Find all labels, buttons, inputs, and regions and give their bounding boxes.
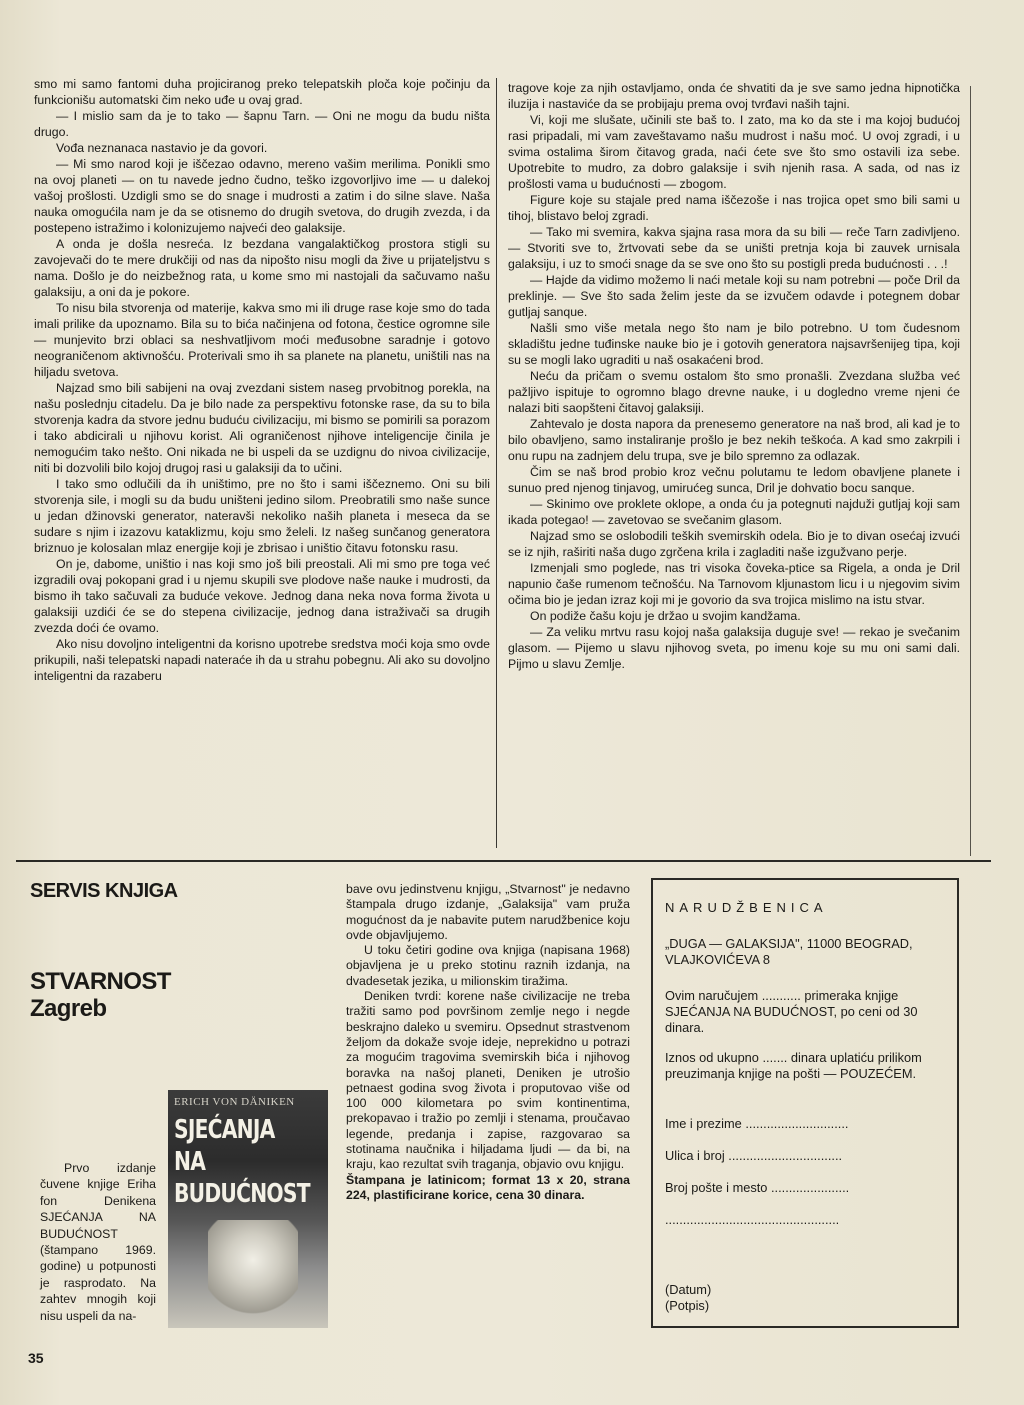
blank-field: ................................................. (665, 1212, 840, 1227)
article-paragraph: Neću da pričam o svemu ostalom što smo pronašli. Zvezdana služba već pažljivo ispituje to ogromno blago drevne nauke, i u dogledno vreme njeni će nalazi biti saopšteni čitavoj galaksiji. (508, 369, 960, 415)
article-paragraph: — Hajde da vidimo možemo li naći metale koji su nam potrebni — poče Dril da preklinje. — Sve što sada želim jeste da se izvučem odavde i potegnem dobar gutljaj sanque. (508, 273, 960, 319)
order-form (651, 878, 959, 1328)
section-divider (16, 860, 991, 862)
article-paragraph: tragove koje za njih ostavljamo, onda će shvatiti da je sve samo jedna hipnotička iluzija i nastaviće da se probijaju prema ovoj tvrđavi naših tajni. (508, 81, 960, 111)
ad-paragraph: Deniken tvrdi: korene naše civilizacije ne treba tražiti samo pod površinom zemlje nego i negde beskrajno daleko u svemiru. Opsednut strastvenom željom da dokaže svoje ideje, neprekidno u potrazi za mogućim tragovima svemirskih bića i njihovog boravka na našoj planeti, Deniken je utrošio petnaest godina svog života i proputovao više od 100 000 kilometara po svim kontinentima, prekopavao i tražio po zemlji i stenama, proučavao legende, predanja i zapise, razgovarao sa stotinama naučnika i hiljadama ljudi — da bi, na kraju, kao rezultat svih traganja, objavio ovu knjigu. (346, 989, 630, 1172)
order-form-payment-line: Iznos od ukupno ....... dinara uplatiću prilikom preuzimanja knjige na pošti — POUZEĆEM. (665, 1050, 922, 1081)
article-paragraph: — Skinimo ove proklete oklope, a onda ću ja potegnuti najduži gutljaj koji sam ikada potegao! — zavetovao se svečanim glasom. (508, 497, 960, 527)
order-form-address: „DUGA — GALAKSIJA", 11000 BEOGRAD, VLAJKOVIĆEVA 8 (665, 936, 913, 967)
ad-paragraph: bave ovu jedinstvenu knjigu, „Stvarnost" je nedavno štampala drugo izdanje, „Galaksija" vam pruža mogućnost da je nabavite putem narudžbenice koju ovde objavljujemo. (346, 882, 630, 942)
article-paragraph: Ako nisu dovoljno inteligentni da korisno upotrebe sredstva moći koja smo ovde prikupili, naši telepatski napadi nateraće ih da u strahu pobegnu. Ali ako su dovoljno inteligentni da razaberu (34, 637, 490, 683)
column-divider (496, 78, 497, 848)
article-paragraph: Čim se naš brod probio kroz večnu polutamu te ledom obavljene planete i sunuo pred njenog tinjavog, umirućeg sunca, Dril je dohvatio bocu sanque. (508, 465, 960, 495)
article-paragraph: Najzad smo se oslobodili teških svemirskih odela. Bio je to divan osećaj izvući se iz njih, raširiti naša dugo zgrčena krila i zagladiti naše izgužvano perje. (508, 529, 960, 559)
publisher-line2: Zagreb (30, 995, 107, 1022)
order-form-quantity-line: Ovim naručujem ........... primeraka knjige SJEĆANJA NA BUDUĆNOST, po ceni od 30 dinara. (665, 988, 918, 1035)
book-cover-title-line2: BUDUĆNOST (174, 1179, 310, 1209)
book-description-text: Prvo izdanje čuvene knjige Eriha fon Denikena SJEĆANJA NA BUDUĆNOST (štampano 1969. godine) u potpunosti je rasprodato. Na zahtev mnogih koji nisu uspeli da na- (40, 1161, 156, 1323)
publisher-name (30, 968, 171, 1022)
order-form-heading: NARUDŽBENICA (665, 900, 828, 915)
article-paragraph: On podiže čašu koju je držao u svojim kandžama. (530, 609, 801, 623)
article-paragraph: Najzad smo bili sabijeni na ovaj zvezdani sistem naseg prvobitnog porekla, na našu poslednju citadelu. Da je bilo nade za perspektivu fotonske rase, da su to bila stvorenja kadra da stvore jednu buduću civilizaciju, mi bismo se pomirili sa porazom i tako abdicirali u njihovu korist. Ali ograničenost njihove inteligencije činila je nemogućim tako nešto. Oni nikada ne bi uspeli da se uzdignu do nivoa civilizacije, niti bi dozvolili bilo kojoj drugoj rasi u galaksiji da to učini. (34, 381, 490, 475)
right-margin-rule (970, 86, 971, 856)
date-label: (Datum) (665, 1282, 712, 1297)
street-field: Ulica i broj ................................ (665, 1148, 843, 1163)
post-field: Broj pošte i mesto ...................... (665, 1180, 850, 1195)
name-field: Ime i prezime ............................. (665, 1116, 849, 1131)
article-right-column (508, 80, 960, 672)
signature-label: (Potpis) (665, 1298, 710, 1313)
article-paragraph: To nisu bila stvorenja od materije, kakva smo mi ili druge rase koje smo do tada imali prilike da upoznamo. Bila su to bića načinjena od fotona, čestice ogromne sile — munjevito brzi oblaci sa neshvatljivom moći međusobne saradnje i gotovo neograničenom aktivnošću. Proterivali smo ih sa planete na planetu, uništili nas na hiljadu svetova. (34, 301, 490, 379)
book-cover-title-line1: SJEĆANJA NA (174, 1115, 275, 1177)
page-number: 35 (28, 1350, 44, 1366)
article-left-column (34, 76, 490, 684)
book-cover-illustration (208, 1220, 298, 1320)
article-paragraph: Vođa neznanaca nastavio je da govori. (56, 141, 268, 155)
order-form-fields (665, 1116, 947, 1244)
article-paragraph: I tako smo odlučili da ih uništimo, pre no što i sami iščeznemo. Oni su bili stvorenja sile, i mogli su da budu uništeni jedino silom. Preobratili smo naše sunce u jedan džinovski generator, nateravši nekoliko naših planeta i meseca da se sudare s njim i izazovu kataklizmu, koju smo želeli. Iz našeg sunčanog generatora briznuo je kolosalan mlaz energije koji je zbrisao i uništio čitavu fotonsku rasu. (34, 477, 490, 555)
article-paragraph: — Tako mi svemira, kakva sjajna rasa mora da su bili — reče Tarn zadivljeno. — Stvoriti sve to, žrtvovati sebe da se uništi pretnja koja bi zauvek urnisala galaksiju, i uz to smoći snage da se sve ono što su postigli preda budućnosti . . .! (508, 225, 960, 271)
article-paragraph: Figure koje su stajale pred nama iščezoše i nas trojica opet smo bili sami u tihoj, blistavo beloj zgradi. (508, 193, 960, 223)
article-paragraph: — Mi smo narod koji je iščezao odavno, mereno vašim merilima. Ponikli smo na ovoj planeti — on tu navede jedno čudno, teško izgovorljivo ime — u dalekoj vašoj prošlosti. Uzdigli smo se do snage i mudrosti a zatim i do silne slave. Naša nauka omogućila nam je da se otisnemo do drugih svetova, do drugih zvezda, i da postepeno istražimo i kolonizujemo najveći deo galaksije. (34, 157, 490, 235)
article-paragraph: — I mislio sam da je to tako — šapnu Tarn. — Oni ne mogu da budu ništa drugo. (34, 109, 490, 139)
book-cover-author: ERICH VON DÄNIKEN (174, 1096, 295, 1108)
ad-book-specification: Štampana je latinicom; format 13 x 20, strana 224, plastificirane korice, cena 30 dinara. (346, 1172, 630, 1202)
book-cover-title (174, 1114, 310, 1210)
article-paragraph: — Za veliku mrtvu rasu kojoj naša galaksija duguje sve! — rekao je svečanim glasom. — Pijemo u slavu njihovog sveta, po imenu koje su mu oni sami dali. Pijmo u slavu Zemlje. (508, 625, 960, 671)
article-paragraph: Vi, koji me slušate, učinili ste baš to. I zato, ma ko da ste i ma kojoj budućoj rasi pripadali, mi vam zaveštavamo našu mudrost i našu moć. U ovoj zgradi, i u svima ostalima širom čitavog grada, naći ćete sve što smo ostavili iza sebe. Upotrebite to mudro, za dobro galaksije i svih njenih rasa. A sada, od nas iz prošlosti vama u budućnosti — zbogom. (508, 113, 960, 191)
article-paragraph: Našli smo više metala nego što nam je bilo potrebno. U tom čudesnom skladištu jedne tuđinske nauke bio je i gotovih generatora najsavršenijeg tipa, koji su se mogli lako ugraditi u naš osakaćeni brod. (508, 321, 960, 367)
ad-section-title: SERVIS KNJIGA (30, 880, 178, 902)
publisher-line1: STVARNOST (30, 968, 171, 995)
book-cover-image (168, 1090, 328, 1328)
article-paragraph: smo mi samo fantomi duha projiciranog preko telepatskih ploča koje počinju da funkcionišu automatski čim neko uđe u ovaj grad. (34, 77, 490, 107)
article-paragraph: A onda je došla nesreća. Iz bezdana vangalaktičkog prostora stigli su zavojevači do te mere drukčiji od nas da nipošto nisu mogli da žive u prijateljstvu s nama. Došlo je do neizbežnog rata, u kome smo mi nastojali da sačuvamo našu galaksiju, a oni da je pokore. (34, 237, 490, 299)
article-paragraph: Izmenjali smo poglede, nas tri visoka čoveka-ptice sa Rigela, a onda je Dril napunio čaše rumenom tečnošću. Na Tarnovom kljunastom licu i u njegovim sivim očima bio je jedan izraz koji mi je govorio da sva trojica mislimo na istu stvar. (508, 561, 960, 607)
article-paragraph: Zahtevalo je dosta napora da prenesemo generatore na naš brod, ali kad je to bilo obavljeno, samo instaliranje prošlo je bez nekih teškoća. A kad smo zakrpili i onu rupu na zadnjem delu trupa, sve je bilo spremno za odlazak. (508, 417, 960, 463)
ad-paragraph: U toku četiri godine ova knjiga (napisana 1968) objavljena je u preko stotinu raznih izdanja, na dvadesetak jezika, u milionskim tiražima. (346, 943, 630, 988)
order-form-signature (665, 1282, 947, 1314)
article-paragraph: On je, dabome, uništio i nas koji smo još bili preostali. Ali mi smo pre toga već izgradili ovaj pokopani grad i u njemu skupili sve plodove naše nauke i mudrosti, da bismo ih tako sačuvali za buduće vekove. Jednog dana neka nova forma života u galaksiji uzdići će se do stepena civilizacije, jednog dana istraživači sa drugih zvezda doći će ovamo. (34, 557, 490, 635)
book-description (40, 1160, 156, 1324)
ad-body-text (346, 882, 630, 1203)
